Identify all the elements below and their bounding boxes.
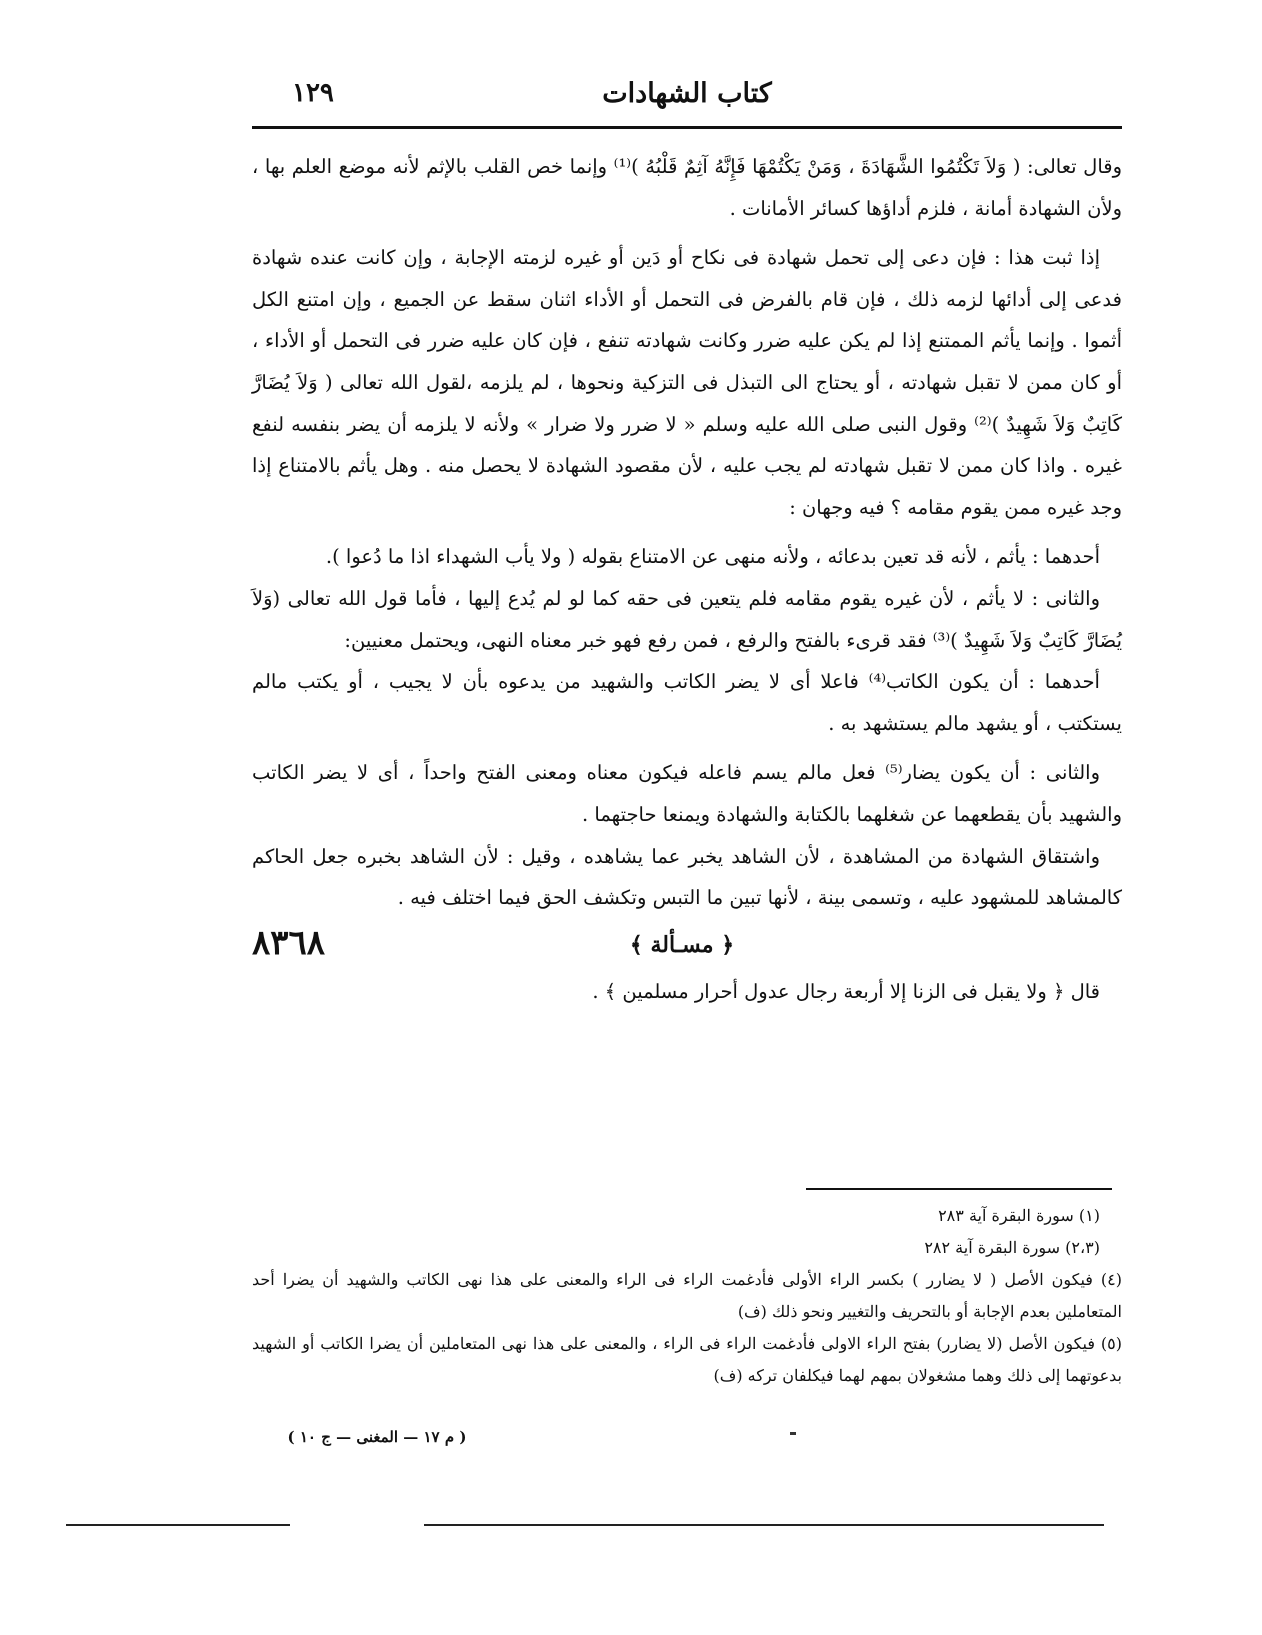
paragraph-quran-verse: وقال تعالى: ( وَلاَ تَكْتُمُوا الشَّهَادَةَ ، وَمَنْ يَكْتُمْهَا فَإِنَّهُ آثِمٌ قَلْبُهُ )⁽¹⁾ وإنما خص القلب بالإثم لأنه موضع العلم بها ، ولأن الشهادة أمانة ، فلزم أداؤها كسائر الأمانات . [252,155,1122,220]
footnote-rule [806,1188,1112,1190]
paragraph-obligation: إذا ثبت هذا : فإن دعى إلى تحمل شهادة فى نكاح أو دَين أو غيره لزمته الإجابة ، وإن كانت عنده شهادة فدعى إلى أدائها لزمه ذلك ، فإن قام بالفرض فى التحمل أو الأداء اثنان سقط عن الجميع ، وإن امتنع الكل أثموا . وإنما يأثم الممتنع إذا لم يكن عليه ضرر وكانت شهادته تنفع ، فإن كان عليه ضرر فى التحمل أو الأداء ، أو كان ممن لا تقبل شهادته ، أو يحتاج الى التبذل فى التزكية ونحوها ، لم يلزمه ،لقول الله تعالى ( وَلاَ يُضَارَّ كَاتِبٌ وَلاَ شَهِيدٌ )⁽²⁾ وقول النبى صلى الله عليه وسلم « لا ضرر ولا ضرار » ولأنه لا يلزمه أن يضر بنفسه لنفع غيره . واذا كان ممن لا تقبل شهادته لم يجب عليه ، لأن مقصود الشهادة لا يحصل منه . وهل يأثم بالامتناع إذا وجد غيره ممن يقوم مقامه ؟ فيه وجهان : [252,246,1122,519]
footnotes [252,1200,1122,1392]
page-number: ١٢٩ [292,78,334,108]
paragraph-masala-text: قال ﴿ ولا يقبل فى الزنا إلا أربعة رجال عدول أحرار مسلمين ﴾ . [592,979,1100,1003]
paragraph-etymology: واشتقاق الشهادة من المشاهدة ، لأن الشاهد يخبر عما يشاهده ، وقيل : لأن الشاهد بخبره جعل الحاكم كالمشاهد للمشهود عليه ، وتسمى بينة ، لأنها تبين ما التبس وتكشف الحق فيما اختلف فيه . [252,844,1122,910]
masala-label: ﴿ مسـألة ﴾ [629,931,735,958]
footnote-2-3: (٢،٣) سورة البقرة آية ٢٨٢ [924,1238,1100,1257]
running-title: كتاب الشهادات [602,78,772,109]
footnote-5: (٥) فيكون الأصل (لا يضارر) بفتح الراء الاولى فأدغمت الراء فى الراء ، والمعنى على هذا نهى المتعاملين أن يضرا الكاتب أو الشهيد بدعوتهما إلى ذلك وهما مشغولان بمهم لهما فيكلفان تركه (ف) [252,1334,1123,1385]
signature-imprint: ( م ١٧ — المغنى — ج ١٠ ) [287,1428,467,1446]
stray-mark [790,1432,796,1435]
bottom-rule-right [424,1524,1104,1526]
masala-number: ٨٣٦٨ [252,922,326,963]
paragraph-meaning-two: والثانى : أن يكون يضار⁽⁵⁾ فعل مالم يسم فاعله فيكون معناه ومعنى الفتح واحداً ، أى لا يضر الكاتب والشهيد بأن يقطعهما عن شغلهما بالكتابة والشهادة ويمنعا حاجتهما . [252,761,1122,826]
paragraph-second-view: والثانى : لا يأثم ، لأن غيره يقوم مقامه فلم يتعين فى حقه كما لو لم يُدع إليها ، فأما قول الله تعالى (وَلاَ يُضَارَّ كَاتِبٌ وَلاَ شَهِيدٌ )⁽³⁾ فقد قرىء بالفتح والرفع ، فمن رفع فهو خبر معناه النهى، ويحتمل معنيين: [252,586,1122,652]
main-text [252,146,1122,1012]
bottom-rule-left [66,1524,290,1526]
masala-heading [252,921,1122,971]
paragraph-first-view: أحدهما : يأثم ، لأنه قد تعين بدعائه ، ولأنه منهى عن الامتناع بقوله ( ولا يأب الشهداء اذا ما دُعوا ). [325,545,1100,569]
footnote-4: (٤) فيكون الأصل ( لا يضارر ) بكسر الراء الأولى فأدغمت الراء فى الراء والمعنى على هذا نهى الكاتب والشهيد أن يضرا أحد المتعاملين بعدم الإجابة أو بالتحريف والتغيير ونحو ذلك (ف) [252,1270,1122,1321]
paragraph-meaning-one: أحدهما : أن يكون الكاتب⁽⁴⁾ فاعلا أى لا يضر الكاتب والشهيد من يدعوه بأن لا يجيب ، أو يكتب مالم يستكتب ، أو يشهد مالم يستشهد به . [252,670,1122,735]
page-header [252,78,1122,118]
header-rule [252,126,1122,129]
footnote-1: (١) سورة البقرة آية ٢٨٣ [938,1206,1100,1225]
